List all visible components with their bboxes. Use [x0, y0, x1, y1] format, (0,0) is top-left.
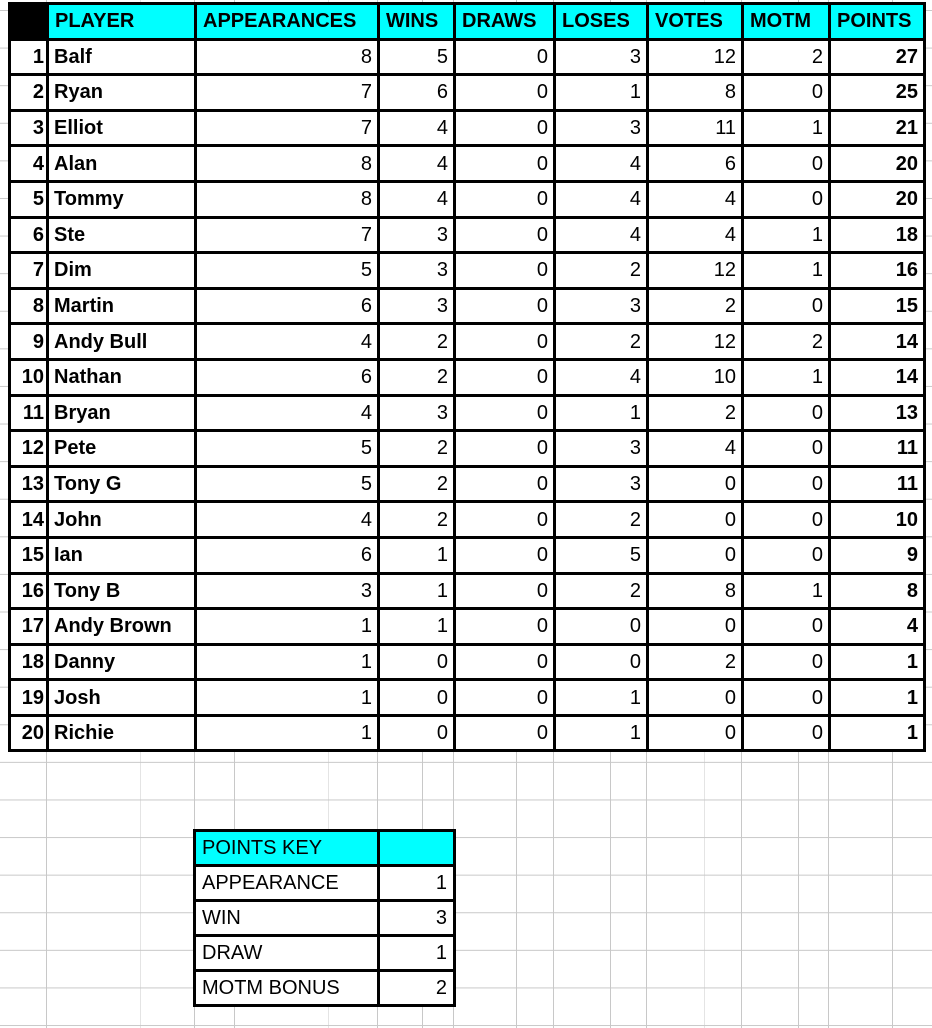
motm-cell[interactable]: 0	[743, 181, 830, 217]
header-appearances[interactable]: APPEARANCES	[196, 4, 379, 40]
wins-cell[interactable]: 0	[379, 715, 455, 751]
appearances-cell[interactable]: 4	[196, 502, 379, 538]
draws-cell[interactable]: 0	[455, 217, 555, 253]
player-name[interactable]: Nathan	[48, 359, 196, 395]
points-key-value[interactable]: 2	[379, 971, 455, 1006]
wins-cell[interactable]: 5	[379, 39, 455, 75]
motm-cell[interactable]: 0	[743, 431, 830, 467]
player-rank[interactable]: 11	[10, 395, 48, 431]
motm-cell[interactable]: 0	[743, 146, 830, 182]
points-cell[interactable]: 27	[830, 39, 925, 75]
points-key-row	[195, 971, 455, 1006]
wins-cell[interactable]: 3	[379, 217, 455, 253]
player-name[interactable]: Pete	[48, 431, 196, 467]
loses-cell[interactable]: 3	[555, 39, 648, 75]
draws-cell[interactable]: 0	[455, 609, 555, 645]
points-key-label[interactable]: WIN	[195, 901, 379, 936]
draws-cell[interactable]: 0	[455, 715, 555, 751]
player-name[interactable]: Tony B	[48, 573, 196, 609]
votes-cell[interactable]: 10	[648, 359, 743, 395]
draws-cell[interactable]: 0	[455, 110, 555, 146]
player-name[interactable]: John	[48, 502, 196, 538]
votes-cell[interactable]: 0	[648, 715, 743, 751]
votes-cell[interactable]: 0	[648, 466, 743, 502]
loses-cell[interactable]: 2	[555, 253, 648, 289]
points-key-label[interactable]: MOTM BONUS	[195, 971, 379, 1006]
points-cell[interactable]: 15	[830, 288, 925, 324]
appearances-cell[interactable]: 3	[196, 573, 379, 609]
appearances-cell[interactable]: 1	[196, 715, 379, 751]
motm-cell[interactable]: 0	[743, 466, 830, 502]
player-rank[interactable]: 1	[10, 39, 48, 75]
votes-cell[interactable]: 0	[648, 609, 743, 645]
player-name[interactable]: Ian	[48, 537, 196, 573]
wins-cell[interactable]: 4	[379, 181, 455, 217]
points-cell[interactable]: 21	[830, 110, 925, 146]
table-row	[10, 75, 925, 111]
player-name[interactable]: Danny	[48, 644, 196, 680]
motm-cell[interactable]: 1	[743, 217, 830, 253]
wins-cell[interactable]: 2	[379, 324, 455, 360]
appearances-cell[interactable]: 5	[196, 253, 379, 289]
appearances-cell[interactable]: 8	[196, 181, 379, 217]
wins-cell[interactable]: 3	[379, 288, 455, 324]
draws-cell[interactable]: 0	[455, 75, 555, 111]
header-row	[10, 4, 925, 40]
motm-cell[interactable]: 0	[743, 715, 830, 751]
player-name[interactable]: Alan	[48, 146, 196, 182]
draws-cell[interactable]: 0	[455, 288, 555, 324]
wins-cell[interactable]: 1	[379, 537, 455, 573]
table-row	[10, 609, 925, 645]
loses-cell[interactable]: 3	[555, 110, 648, 146]
appearances-cell[interactable]: 6	[196, 359, 379, 395]
player-name[interactable]: Tony G	[48, 466, 196, 502]
wins-cell[interactable]: 0	[379, 680, 455, 716]
wins-cell[interactable]: 1	[379, 573, 455, 609]
points-cell[interactable]: 4	[830, 609, 925, 645]
motm-cell[interactable]: 0	[743, 609, 830, 645]
points-cell[interactable]: 25	[830, 75, 925, 111]
points-key-row	[195, 936, 455, 971]
table-row	[10, 431, 925, 467]
appearances-cell[interactable]: 5	[196, 466, 379, 502]
header-points[interactable]: POINTS	[830, 4, 925, 40]
points-key-header-row	[195, 831, 455, 866]
player-rank[interactable]: 19	[10, 680, 48, 716]
loses-cell[interactable]: 3	[555, 288, 648, 324]
votes-cell[interactable]: 2	[648, 288, 743, 324]
table-row	[10, 466, 925, 502]
header-wins[interactable]: WINS	[379, 4, 455, 40]
wins-cell[interactable]: 2	[379, 502, 455, 538]
table-row	[10, 217, 925, 253]
player-rank[interactable]: 8	[10, 288, 48, 324]
motm-cell[interactable]: 2	[743, 324, 830, 360]
loses-cell[interactable]: 4	[555, 359, 648, 395]
loses-cell[interactable]: 1	[555, 680, 648, 716]
loses-cell[interactable]: 2	[555, 502, 648, 538]
points-key-label[interactable]: APPEARANCE	[195, 866, 379, 901]
player-rank[interactable]: 15	[10, 537, 48, 573]
player-name[interactable]: Balf	[48, 39, 196, 75]
appearances-cell[interactable]: 8	[196, 39, 379, 75]
points-key-value[interactable]: 1	[379, 866, 455, 901]
motm-cell[interactable]: 0	[743, 75, 830, 111]
points-cell[interactable]: 14	[830, 359, 925, 395]
player-name[interactable]: Dim	[48, 253, 196, 289]
points-cell[interactable]: 13	[830, 395, 925, 431]
player-rank[interactable]: 2	[10, 75, 48, 111]
appearances-cell[interactable]: 4	[196, 395, 379, 431]
wins-cell[interactable]: 2	[379, 359, 455, 395]
player-rank[interactable]: 9	[10, 324, 48, 360]
draws-cell[interactable]: 0	[455, 466, 555, 502]
header-motm[interactable]: MOTM	[743, 4, 830, 40]
player-rank[interactable]: 7	[10, 253, 48, 289]
wins-cell[interactable]: 3	[379, 253, 455, 289]
table-row	[10, 680, 925, 716]
player-rank[interactable]: 6	[10, 217, 48, 253]
player-rank[interactable]: 14	[10, 502, 48, 538]
appearances-cell[interactable]: 1	[196, 609, 379, 645]
points-cell[interactable]: 9	[830, 537, 925, 573]
loses-cell[interactable]: 0	[555, 644, 648, 680]
votes-cell[interactable]: 8	[648, 75, 743, 111]
draws-cell[interactable]: 0	[455, 537, 555, 573]
votes-cell[interactable]: 11	[648, 110, 743, 146]
player-rank[interactable]: 20	[10, 715, 48, 751]
draws-cell[interactable]: 0	[455, 680, 555, 716]
motm-cell[interactable]: 1	[743, 573, 830, 609]
votes-cell[interactable]: 2	[648, 644, 743, 680]
wins-cell[interactable]: 4	[379, 146, 455, 182]
loses-cell[interactable]: 1	[555, 715, 648, 751]
draws-cell[interactable]: 0	[455, 395, 555, 431]
draws-cell[interactable]: 0	[455, 431, 555, 467]
motm-cell[interactable]: 0	[743, 288, 830, 324]
motm-cell[interactable]: 1	[743, 253, 830, 289]
player-rank[interactable]: 16	[10, 573, 48, 609]
draws-cell[interactable]: 0	[455, 644, 555, 680]
loses-cell[interactable]: 0	[555, 609, 648, 645]
wins-cell[interactable]: 2	[379, 466, 455, 502]
table-row	[10, 39, 925, 75]
draws-cell[interactable]: 0	[455, 324, 555, 360]
player-name[interactable]: Andy Brown	[48, 609, 196, 645]
points-cell[interactable]: 11	[830, 466, 925, 502]
points-cell[interactable]: 10	[830, 502, 925, 538]
player-rank[interactable]: 5	[10, 181, 48, 217]
appearances-cell[interactable]: 5	[196, 431, 379, 467]
votes-cell[interactable]: 4	[648, 181, 743, 217]
appearances-cell[interactable]: 8	[196, 146, 379, 182]
points-cell[interactable]: 1	[830, 715, 925, 751]
appearances-cell[interactable]: 7	[196, 75, 379, 111]
loses-cell[interactable]: 1	[555, 75, 648, 111]
points-key-row	[195, 901, 455, 936]
draws-cell[interactable]: 0	[455, 146, 555, 182]
player-rank[interactable]: 18	[10, 644, 48, 680]
draws-cell[interactable]: 0	[455, 573, 555, 609]
loses-cell[interactable]: 2	[555, 573, 648, 609]
header-draws[interactable]: DRAWS	[455, 4, 555, 40]
player-name[interactable]: Richie	[48, 715, 196, 751]
table-row	[10, 502, 925, 538]
loses-cell[interactable]: 5	[555, 537, 648, 573]
corner-cell[interactable]	[10, 4, 48, 40]
table-row	[10, 537, 925, 573]
player-rank[interactable]: 10	[10, 359, 48, 395]
votes-cell[interactable]: 8	[648, 573, 743, 609]
motm-cell[interactable]: 1	[743, 110, 830, 146]
table-row	[10, 146, 925, 182]
wins-cell[interactable]: 4	[379, 110, 455, 146]
votes-cell[interactable]: 12	[648, 253, 743, 289]
votes-cell[interactable]: 12	[648, 324, 743, 360]
motm-cell[interactable]: 1	[743, 359, 830, 395]
motm-cell[interactable]: 0	[743, 644, 830, 680]
points-key-label[interactable]: DRAW	[195, 936, 379, 971]
draws-cell[interactable]: 0	[455, 253, 555, 289]
draws-cell[interactable]: 0	[455, 359, 555, 395]
header-loses[interactable]: LOSES	[555, 4, 648, 40]
table-row	[10, 573, 925, 609]
table-row	[10, 644, 925, 680]
table-row	[10, 288, 925, 324]
points-key-value[interactable]: 3	[379, 901, 455, 936]
appearances-cell[interactable]: 7	[196, 110, 379, 146]
header-player[interactable]: PLAYER	[48, 4, 196, 40]
player-rank[interactable]: 13	[10, 466, 48, 502]
player-rank[interactable]: 17	[10, 609, 48, 645]
draws-cell[interactable]: 0	[455, 39, 555, 75]
appearances-cell[interactable]: 1	[196, 644, 379, 680]
votes-cell[interactable]: 4	[648, 431, 743, 467]
votes-cell[interactable]: 12	[648, 39, 743, 75]
player-rank[interactable]: 4	[10, 146, 48, 182]
header-votes[interactable]: VOTES	[648, 4, 743, 40]
points-cell[interactable]: 8	[830, 573, 925, 609]
standings-body	[10, 4, 925, 751]
votes-cell[interactable]: 0	[648, 537, 743, 573]
motm-cell[interactable]: 0	[743, 537, 830, 573]
player-name[interactable]: Martin	[48, 288, 196, 324]
loses-cell[interactable]: 1	[555, 395, 648, 431]
appearances-cell[interactable]: 7	[196, 217, 379, 253]
votes-cell[interactable]: 4	[648, 217, 743, 253]
points-cell[interactable]: 1	[830, 680, 925, 716]
loses-cell[interactable]: 2	[555, 324, 648, 360]
points-key-title[interactable]: POINTS KEY	[195, 831, 379, 866]
motm-cell[interactable]: 0	[743, 395, 830, 431]
points-key-value[interactable]: 1	[379, 936, 455, 971]
appearances-cell[interactable]: 6	[196, 288, 379, 324]
points-key-title-blank[interactable]	[379, 831, 455, 866]
points-cell[interactable]: 18	[830, 217, 925, 253]
points-cell[interactable]: 11	[830, 431, 925, 467]
votes-cell[interactable]: 2	[648, 395, 743, 431]
wins-cell[interactable]: 6	[379, 75, 455, 111]
player-name[interactable]: Tommy	[48, 181, 196, 217]
loses-cell[interactable]: 4	[555, 217, 648, 253]
player-name[interactable]: Elliot	[48, 110, 196, 146]
appearances-cell[interactable]: 1	[196, 680, 379, 716]
player-standings-table	[8, 2, 926, 752]
table-row	[10, 110, 925, 146]
player-name[interactable]: Ste	[48, 217, 196, 253]
table-row	[10, 715, 925, 751]
draws-cell[interactable]: 0	[455, 181, 555, 217]
motm-cell[interactable]: 2	[743, 39, 830, 75]
wins-cell[interactable]: 0	[379, 644, 455, 680]
loses-cell[interactable]: 4	[555, 181, 648, 217]
points-key-table	[193, 829, 456, 1007]
table-row	[10, 395, 925, 431]
table-row	[10, 324, 925, 360]
loses-cell[interactable]: 3	[555, 431, 648, 467]
player-rank[interactable]: 3	[10, 110, 48, 146]
votes-cell[interactable]: 6	[648, 146, 743, 182]
points-cell[interactable]: 20	[830, 146, 925, 182]
votes-cell[interactable]: 0	[648, 502, 743, 538]
draws-cell[interactable]: 0	[455, 502, 555, 538]
loses-cell[interactable]: 3	[555, 466, 648, 502]
loses-cell[interactable]: 4	[555, 146, 648, 182]
points-key-row	[195, 866, 455, 901]
votes-cell[interactable]: 0	[648, 680, 743, 716]
points-cell[interactable]: 16	[830, 253, 925, 289]
table-row	[10, 253, 925, 289]
appearances-cell[interactable]: 6	[196, 537, 379, 573]
wins-cell[interactable]: 2	[379, 431, 455, 467]
appearances-cell[interactable]: 4	[196, 324, 379, 360]
player-name[interactable]: Andy Bull	[48, 324, 196, 360]
points-key-body	[195, 831, 455, 1006]
wins-cell[interactable]: 1	[379, 609, 455, 645]
points-cell[interactable]: 20	[830, 181, 925, 217]
player-rank[interactable]: 12	[10, 431, 48, 467]
motm-cell[interactable]: 0	[743, 502, 830, 538]
motm-cell[interactable]: 0	[743, 680, 830, 716]
table-row	[10, 181, 925, 217]
wins-cell[interactable]: 3	[379, 395, 455, 431]
points-cell[interactable]: 1	[830, 644, 925, 680]
table-row	[10, 359, 925, 395]
points-cell[interactable]: 14	[830, 324, 925, 360]
player-name[interactable]: Bryan	[48, 395, 196, 431]
player-name[interactable]: Josh	[48, 680, 196, 716]
player-name[interactable]: Ryan	[48, 75, 196, 111]
